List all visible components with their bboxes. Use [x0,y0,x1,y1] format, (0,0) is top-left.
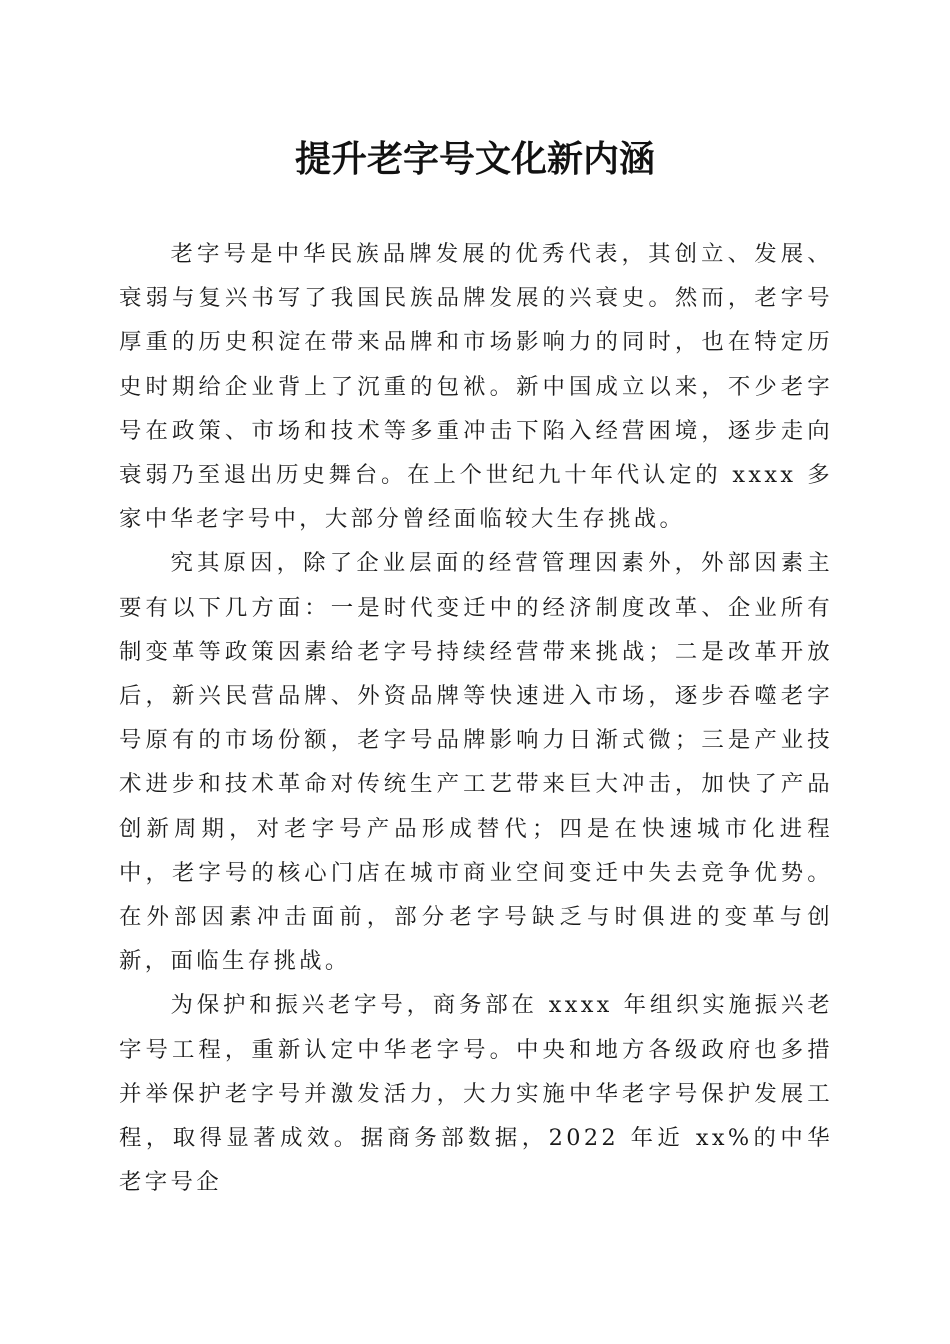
paragraph-3: 为保护和振兴老字号，商务部在 xxxx 年组织实施振兴老字号工程，重新认定中华老字号。中央和地方各级政府也多措并举保护老字号并激发活力，大力实施中华老字号保护发展工程，取得显著成效。据商务部数据，2022 年近 xx%的中华老字号企 [119,992,833,1196]
document-body [119,232,833,1204]
document-title: 提升老字号文化新内涵 [294,138,655,180]
paragraph-1: 老字号是中华民族品牌发展的优秀代表，其创立、发展、衰弱与复兴书写了我国民族品牌发展的兴衰史。然而，老字号厚重的历史积淀在带来品牌和市场影响力的同时，也在特定历史时期给企业背上了沉重的包袱。新中国成立以来，不少老字号在政策、市场和技术等多重冲击下陷入经营困境，逐步走向衰弱乃至退出历史舞台。在上个世纪九十年代认定的 xxxx 多家中华老字号中，大部分曾经面临较大生存挑战。 [119,241,833,533]
paragraph-2: 究其原因，除了企业层面的经营管理因素外，外部因素主要有以下几方面：一是时代变迁中的经济制度改革、企业所有制变革等政策因素给老字号持续经营带来挑战；二是改革开放后，新兴民营品牌、外资品牌等快速进入市场，逐步吞噬老字号原有的市场份额，老字号品牌影响力日渐式微；三是产业技术进步和技术革命对传统生产工艺带来巨大冲击，加快了产品创新周期，对老字号产品形成替代；四是在快速城市化进程中，老字号的核心门店在城市商业空间变迁中失去竞争优势。在外部因素冲击面前，部分老字号缺乏与时俱进的变革与创新，面临生存挑战。 [119,550,833,975]
